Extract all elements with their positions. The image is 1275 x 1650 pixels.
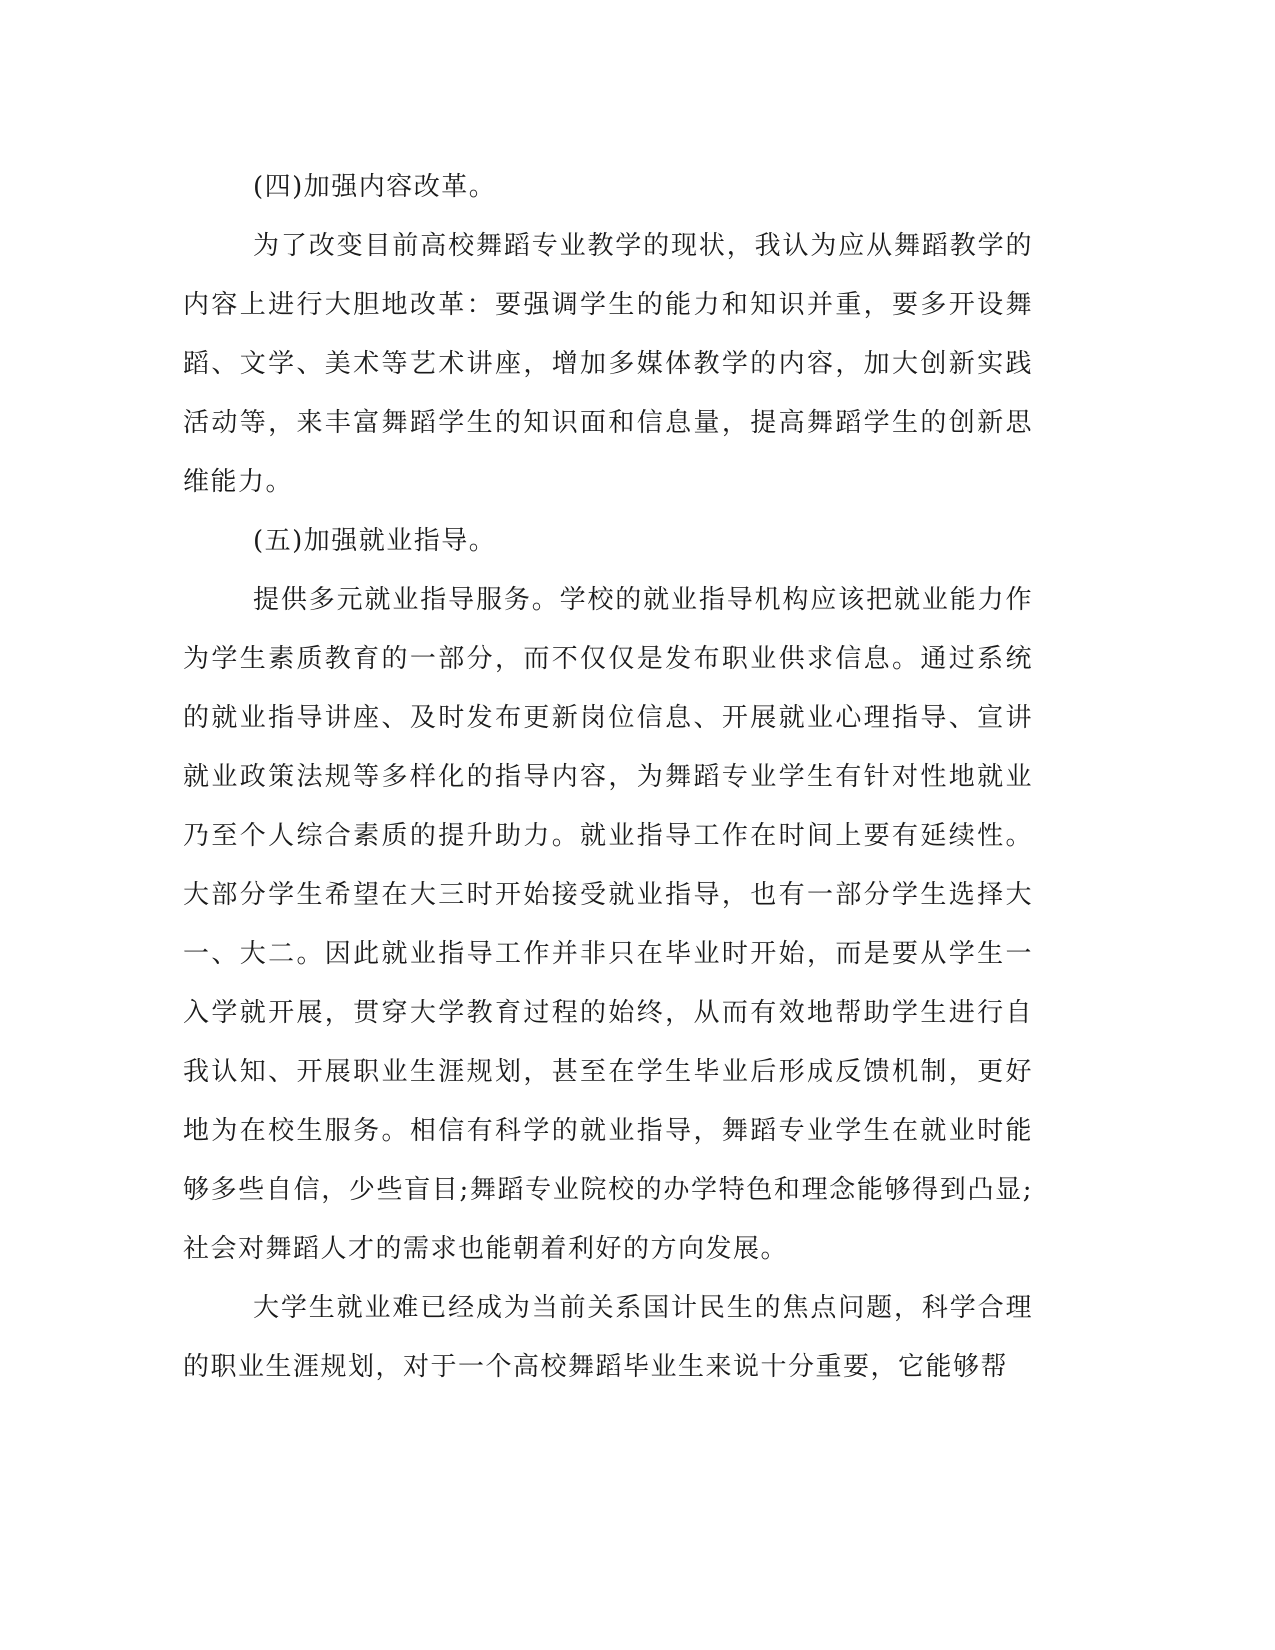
section-heading-employment-guidance: (五)加强就业指导。 [253, 526, 497, 556]
document-body [183, 158, 1033, 1397]
section-heading-content-reform: (四)加强内容改革。 [253, 172, 497, 202]
paragraph-career-planning: 大学生就业难已经成为当前关系国计民生的焦点问题，科学合理的职业生涯规划，对于一个高校舞蹈毕业生来说十分重要，它能够帮 [183, 1293, 1033, 1382]
paragraph-content-reform: 为了改变目前高校舞蹈专业教学的现状，我认为应从舞蹈教学的内容上进行大胆地改革：要强调学生的能力和知识并重，要多开设舞蹈、文学、美术等艺术讲座，增加多媒体教学的内容，加大创新实践活动等，来丰富舞蹈学生的知识面和信息量，提高舞蹈学生的创新思维能力。 [183, 231, 1033, 497]
paragraph-employment-guidance: 提供多元就业指导服务。学校的就业指导机构应该把就业能力作为学生素质教育的一部分，而不仅仅是发布职业供求信息。通过系统的就业指导讲座、及时发布更新岗位信息、开展就业心理指导、宣讲就业政策法规等多样化的指导内容，为舞蹈专业学生有针对性地就业乃至个人综合素质的提升助力。就业指导工作在时间上要有延续性。大部分学生希望在大三时开始接受就业指导，也有一部分学生选择大一、大二。因此就业指导工作并非只在毕业时开始，而是要从学生一入学就开展，贯穿大学教育过程的始终，从而有效地帮助学生进行自我认知、开展职业生涯规划，甚至在学生毕业后形成反馈机制，更好地为在校生服务。相信有科学的就业指导，舞蹈专业学生在就业时能够多些自信，少些盲目;舞蹈专业院校的办学特色和理念能够得到凸显;社会对舞蹈人才的需求也能朝着利好的方向发展。 [183, 585, 1033, 1264]
